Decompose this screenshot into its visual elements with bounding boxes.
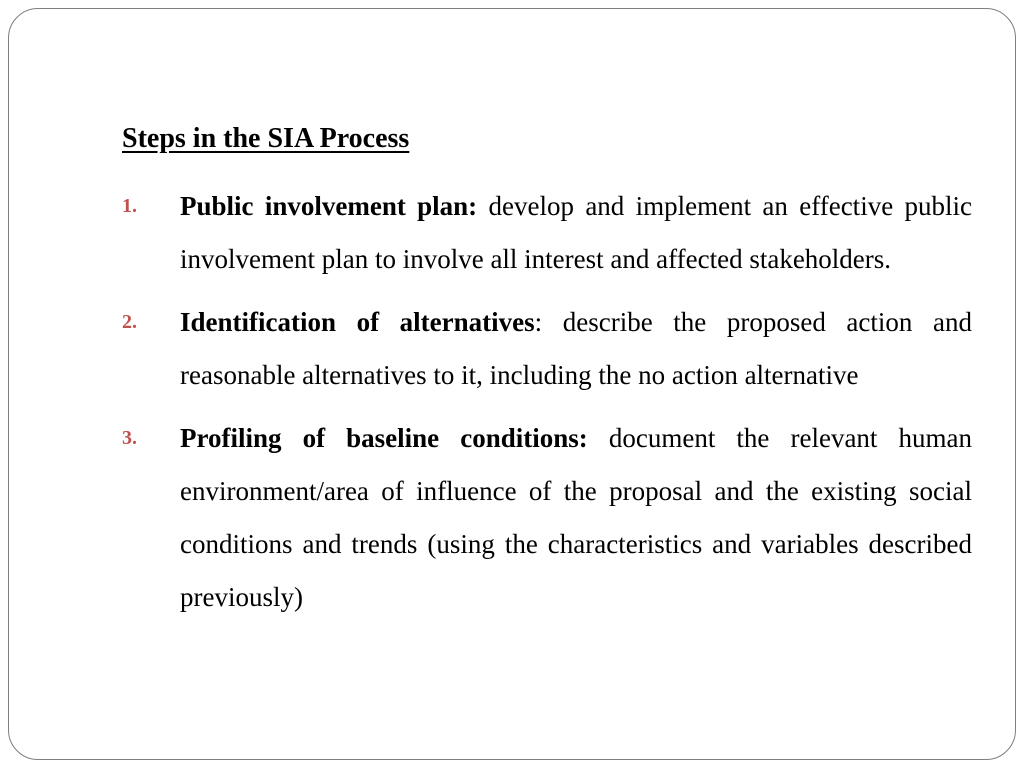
step-heading: Public involvement plan: — [180, 191, 478, 221]
step-item — [122, 180, 972, 286]
step-heading: Profiling of baseline conditions: — [180, 423, 588, 453]
step-item — [122, 412, 972, 624]
step-item — [122, 296, 972, 402]
step-number: 3. — [122, 427, 137, 449]
step-number: 1. — [122, 195, 137, 217]
slide-frame — [8, 8, 1016, 760]
slide-title: Steps in the SIA Process — [122, 123, 410, 154]
step-description: document the relevant human environment/area of influence of the proposal and the existing social conditions and trends (using the characteristics and variables described previously) — [180, 423, 972, 612]
step-description: develop and implement an effective public involvement plan to involve all interest and affected stakeholders. — [180, 191, 972, 274]
step-heading: Identification of alternatives — [180, 307, 535, 337]
steps-list — [122, 180, 972, 634]
step-description: : describe the proposed action and reasonable alternatives to it, including the no action alternative — [180, 307, 972, 390]
step-number: 2. — [122, 311, 137, 333]
